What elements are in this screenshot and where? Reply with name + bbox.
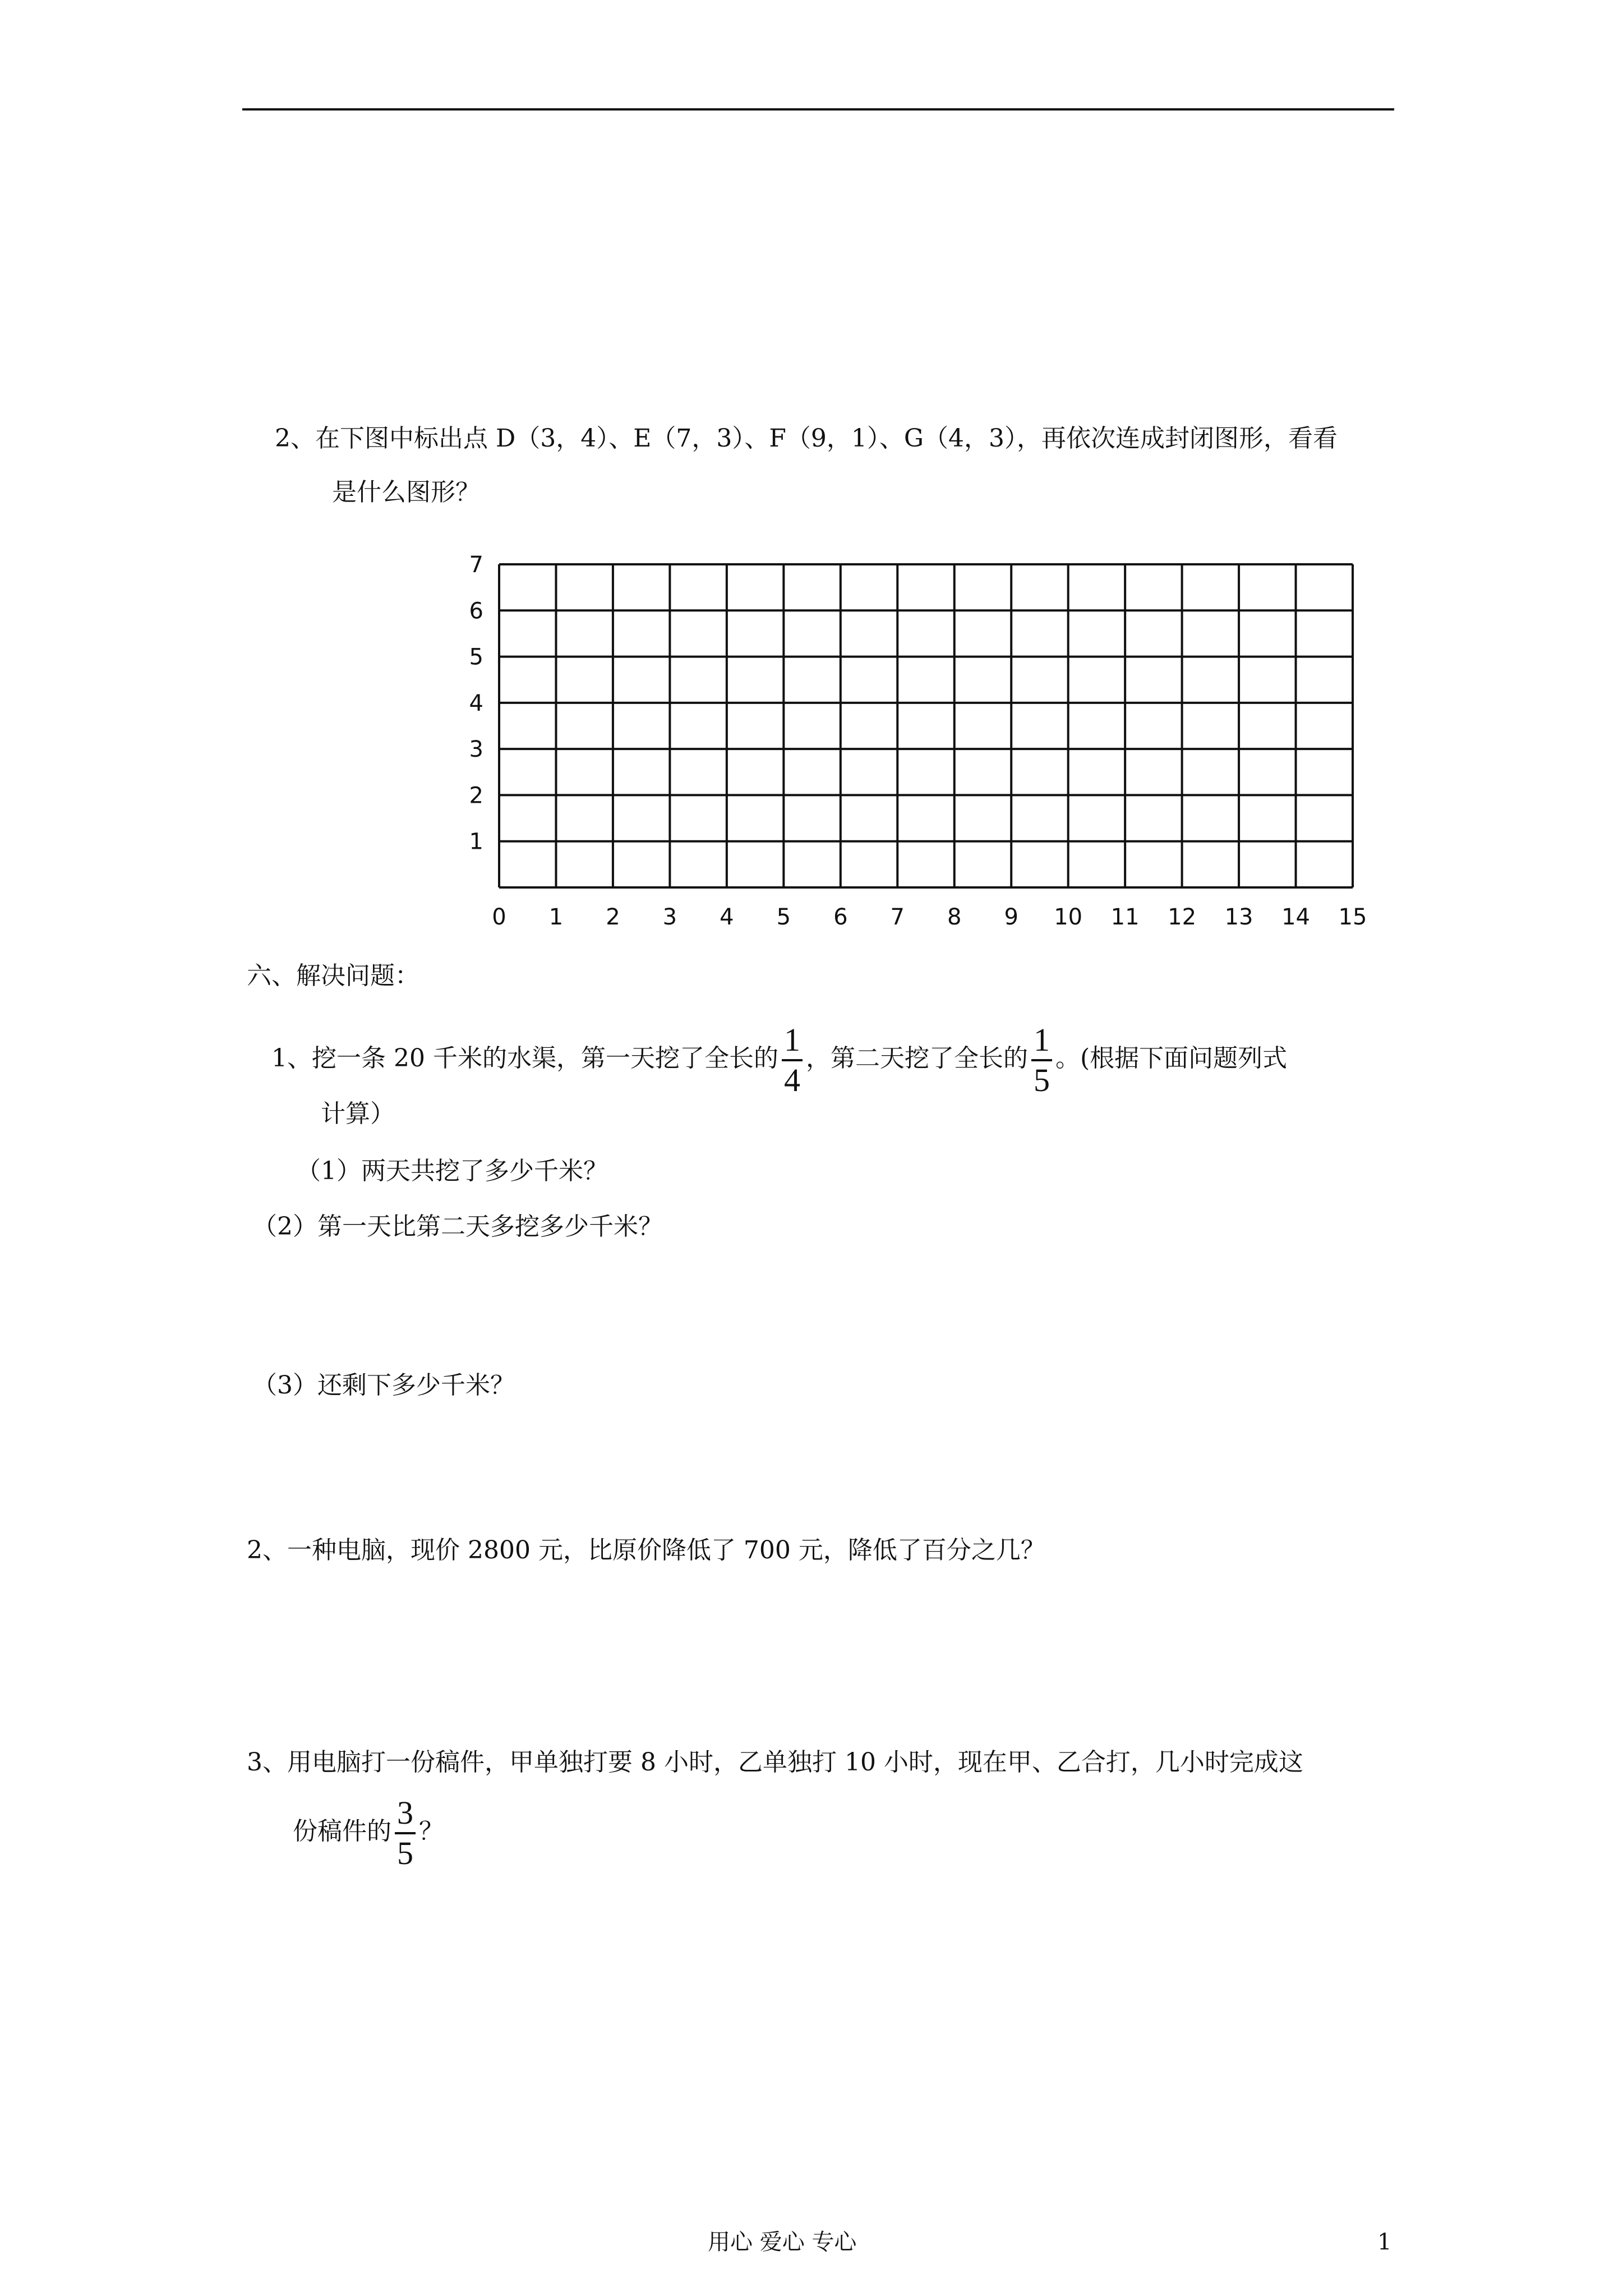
- problem1-sub1: （1）两天共挖了多少千米？: [296, 1157, 608, 1185]
- x-tick-label: 4: [720, 904, 734, 930]
- coordinate-grid: [449, 555, 1391, 937]
- x-tick-label: 6: [833, 904, 848, 930]
- problem1-sub3: （3）还剩下多少千米？: [252, 1371, 515, 1400]
- header-rule: [242, 108, 1394, 111]
- x-tick-label: 13: [1224, 904, 1253, 930]
- x-tick-label: 14: [1281, 904, 1310, 930]
- footer-motto: 用心 爱心 专心: [708, 2229, 857, 2255]
- x-tick-label: 11: [1110, 904, 1140, 930]
- q2-line2: 是什么图形？: [332, 478, 480, 507]
- fraction-numerator: 1: [1031, 1021, 1052, 1061]
- problem1-suffix: 。(根据下面问题列式: [1055, 1044, 1288, 1073]
- problem3-line2-prefix: 份稿件的: [293, 1817, 391, 1846]
- problem2-text: 2、一种电脑，现价 2800 元，比原价降低了 700 元，降低了百分之几？: [247, 1536, 1045, 1565]
- x-tick-label: 3: [662, 904, 677, 930]
- problem1-line1: [271, 1016, 1287, 1101]
- y-tick-label: 2: [469, 783, 483, 809]
- x-tick-label: 10: [1054, 904, 1083, 930]
- y-tick-label: 1: [469, 829, 483, 855]
- fraction-denominator: 5: [1033, 1061, 1050, 1098]
- y-tick-label: 3: [469, 737, 483, 763]
- x-tick-label: 2: [606, 904, 620, 930]
- fraction-denominator: 4: [783, 1061, 800, 1098]
- fraction-numerator: 1: [782, 1021, 803, 1061]
- x-tick-label: 5: [776, 904, 791, 930]
- section-six-title: 六、解决问题：: [247, 961, 419, 990]
- fraction-one-quarter: [782, 1021, 803, 1099]
- x-tick-label: 8: [947, 904, 962, 930]
- fraction-numerator: 3: [395, 1794, 416, 1834]
- y-tick-label: 6: [469, 598, 483, 624]
- page-number: 1: [1377, 2229, 1392, 2255]
- x-tick-label: 12: [1168, 904, 1197, 930]
- x-tick-label: 9: [1004, 904, 1018, 930]
- fraction-three-fifths: [395, 1794, 416, 1872]
- problem3-line1: 3、用电脑打一份稿件，甲单独打要 8 小时，乙单独打 10 小时，现在甲、乙合打，几小时完成这: [247, 1748, 1303, 1777]
- fraction-denominator: 5: [397, 1834, 413, 1871]
- x-tick-label: 15: [1338, 904, 1367, 930]
- x-tick-label: 7: [890, 904, 905, 930]
- y-tick-label: 5: [469, 644, 483, 670]
- problem1-sub2: （2）第一天比第二天多挖多少千米？: [252, 1212, 663, 1241]
- problem1-prefix: 1、挖一条 20 千米的水渠，第一天挖了全长的: [271, 1044, 778, 1073]
- problem1-line2: 计算）: [321, 1099, 395, 1128]
- q2-line1: 2、在下图中标出点 D（3，4）、E（7，3）、F（9，1）、G（4，3），再依次连成封闭图形，看看: [275, 424, 1338, 453]
- y-tick-label: 4: [469, 690, 483, 716]
- fraction-one-fifth: [1031, 1021, 1052, 1099]
- x-tick-label: 0: [492, 904, 506, 930]
- problem1-middle: ，第二天挖了全长的: [805, 1044, 1028, 1073]
- problem3-line2: [293, 1789, 444, 1874]
- problem3-line2-suffix: ？: [419, 1817, 444, 1846]
- y-tick-label: 7: [469, 555, 483, 578]
- x-tick-label: 1: [548, 904, 564, 930]
